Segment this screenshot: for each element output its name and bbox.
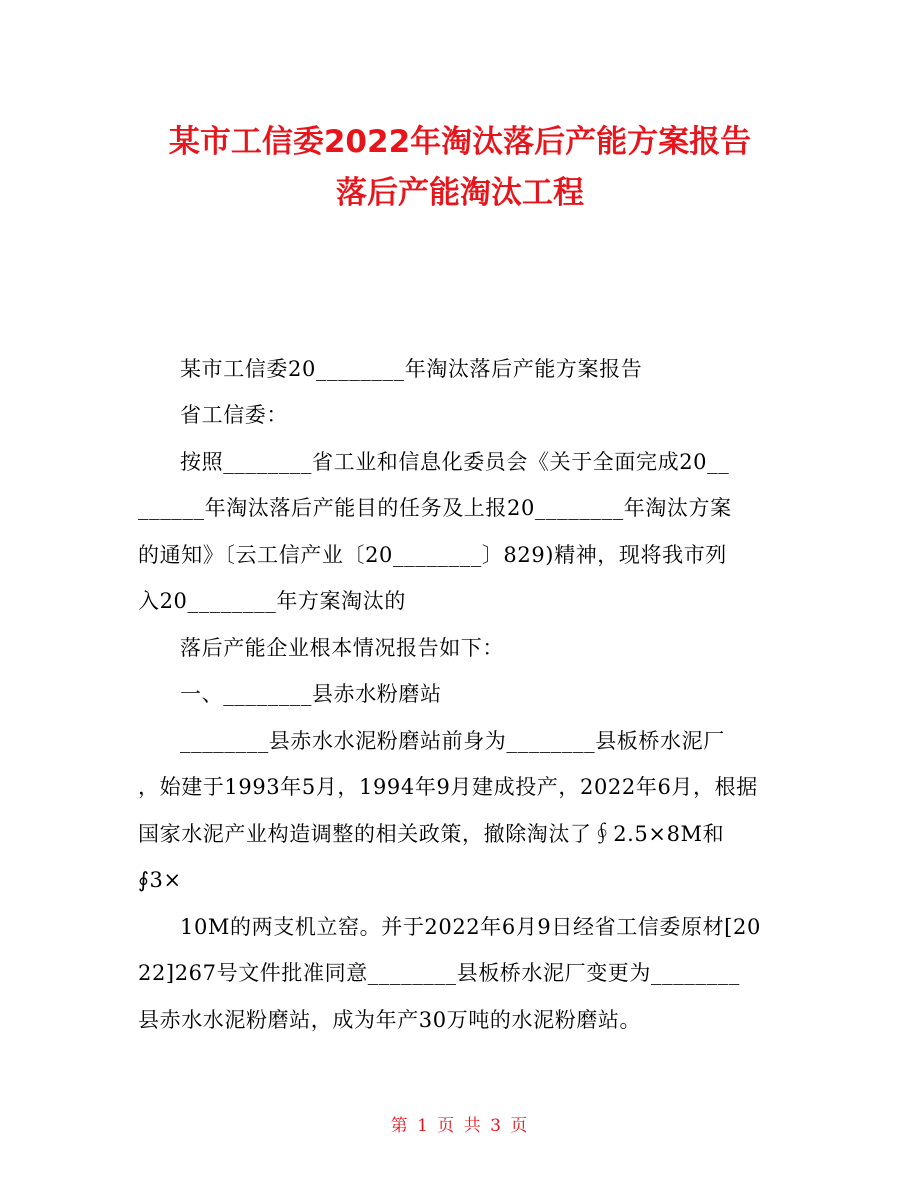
paragraph-line: 入20________年方案淘汰的 [138,589,406,613]
document-title: 某市工信委2022年淘汰落后产能方案报告 [168,124,752,160]
page-number: 第 1 页 共 3 页 [390,1116,530,1136]
paragraph-line: ∮3× [138,868,182,892]
paragraph-line: ______年淘汰落后产能目的任务及上报20________年淘汰方案 [138,496,732,520]
paragraph-line: 落后产能企业根本情况报告如下： [180,636,504,660]
paragraph-line: 的通知》〔云工信产业〔20________〕829)精神，现将我市列 [138,543,727,567]
addressee-line: 省工信委： [180,403,288,427]
paragraph-line: ，始建于1993年5月，1994年9月建成投产，2022年6月，根据 [138,775,758,799]
paragraph-line: 国家水泥产业构造调整的相关政策，撤除淘汰了∮2.5×8M和 [138,822,725,846]
report-heading-line: 某市工信委20________年淘汰落后产能方案报告 [180,357,643,381]
paragraph-line: 按照________省工业和信息化委员会《关于全面完成20__ [180,450,730,474]
paragraph-line: 10M的两支机立窑。并于2022年6月9日经省工信委原材[20 [180,915,761,939]
document-subtitle: 落后产能淘汰工程 [336,175,584,211]
paragraph-line: 22]267号文件批准同意________县板桥水泥厂变更为________ [138,961,740,985]
paragraph-line: 县赤水水泥粉磨站，成为年产30万吨的水泥粉磨站。 [138,1008,642,1032]
section-heading: 一、________县赤水粉磨站 [180,682,442,706]
paragraph-line: ________县赤水水泥粉磨站前身为________县板桥水泥厂 [180,729,725,753]
